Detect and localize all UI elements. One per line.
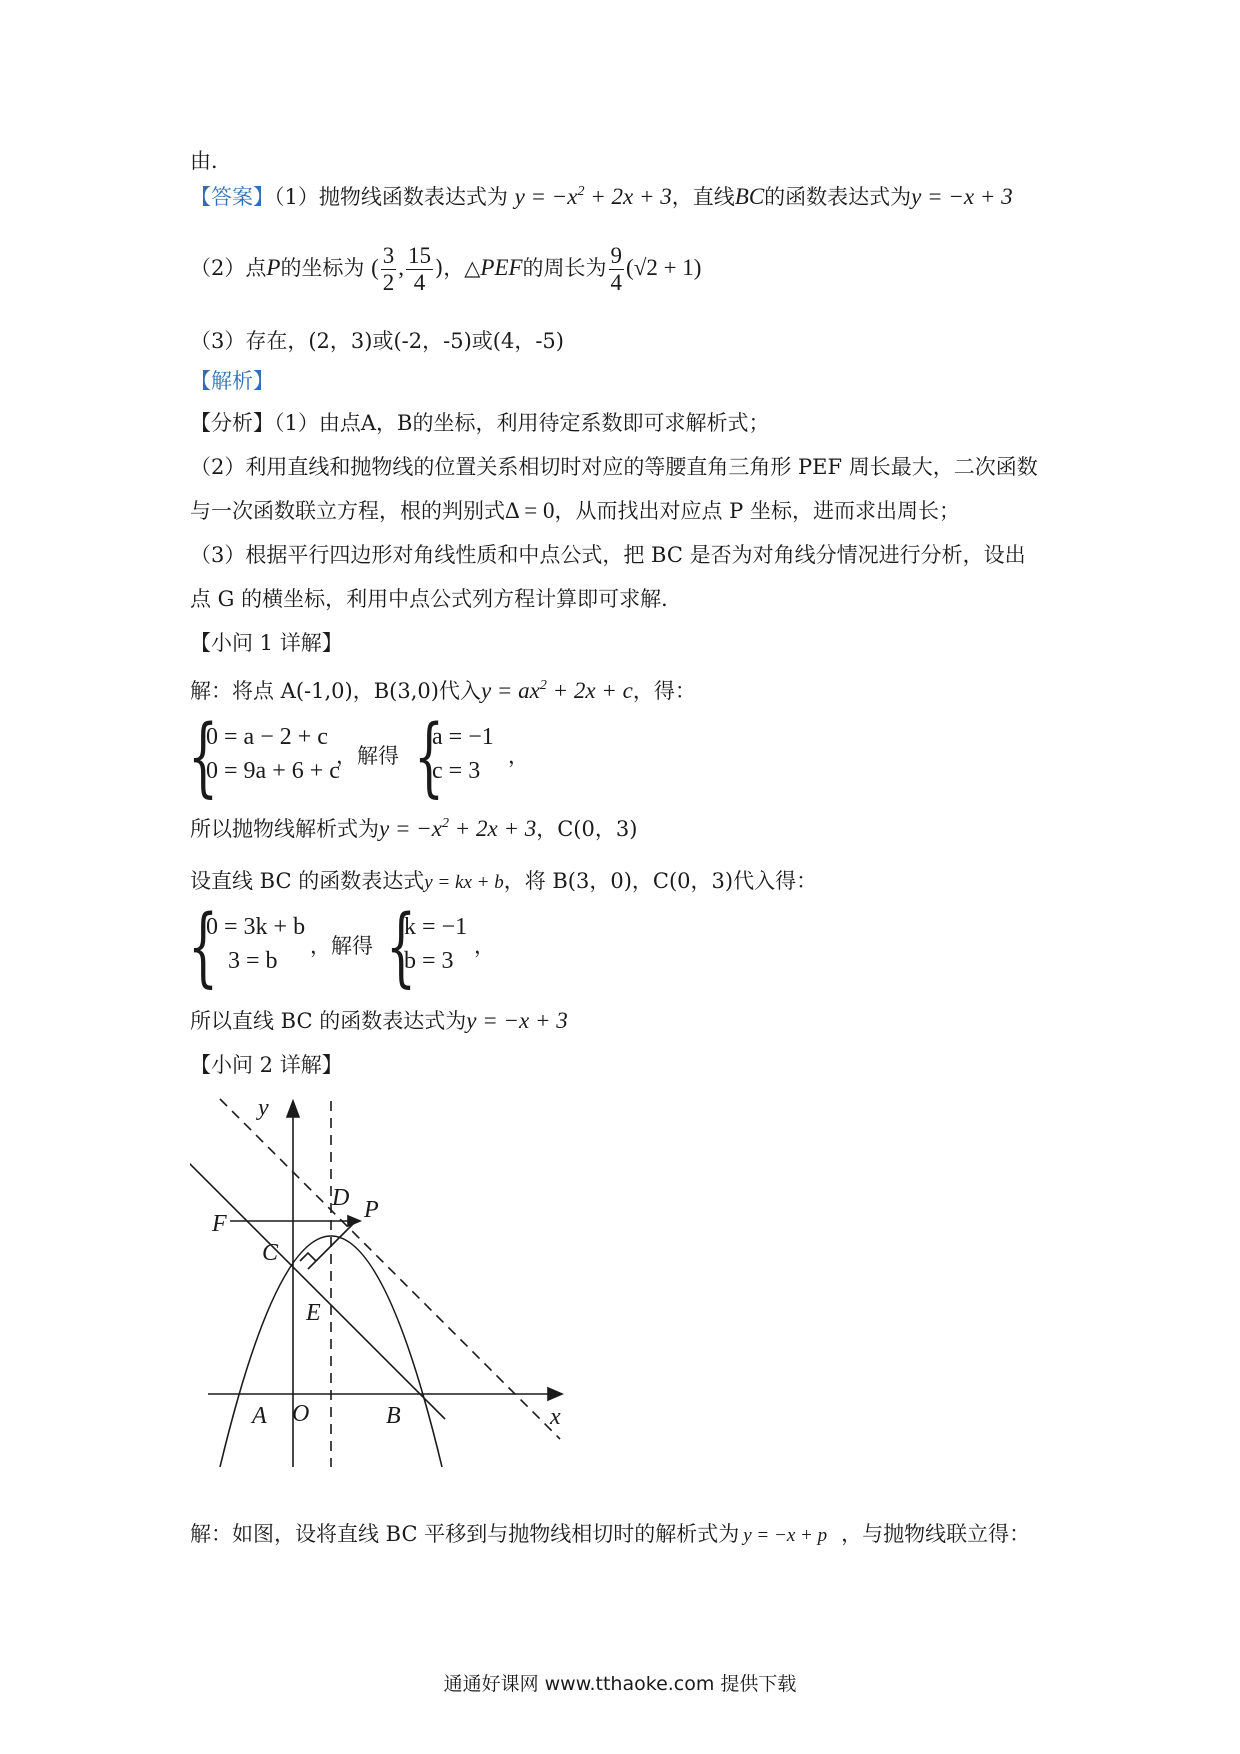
label-o: O xyxy=(292,1401,310,1427)
answer-text: （2）点 xyxy=(190,256,267,280)
subquestion-2-heading: 【小问 2 详解】 xyxy=(190,1053,343,1077)
equation-system-1: 0 = a − 2 + c 0 = 9a + 6 + c xyxy=(206,724,340,784)
continued-text: 由． xyxy=(190,149,232,173)
line-result: 所以直线 BC 的函数表达式为y = −x + 3 xyxy=(190,1008,568,1033)
analysis-point-3a: （3）根据平行四边形对角线性质和中点公式，把 BC 是否为对角线分情况进行分析，设出 xyxy=(190,543,1026,567)
subquestion-1-heading: 【小问 1 详解】 xyxy=(190,631,343,655)
label-x: x xyxy=(550,1404,561,1430)
answer-line-2 xyxy=(190,238,701,298)
left-brace: { xyxy=(188,707,219,807)
analysis-point-3b: 点 G 的横坐标，利用中点公式列方程计算即可求解． xyxy=(190,587,683,611)
label-f: F xyxy=(212,1211,227,1237)
fraction-15-4: $\frac{15}{4}$ xyxy=(408,243,432,295)
answer-text: 的坐标为 xyxy=(280,256,365,280)
trailing-comma: ， xyxy=(508,744,529,768)
label-y: y xyxy=(258,1095,269,1121)
fraction-3-2: $\frac{3}{2}$ xyxy=(382,243,395,295)
left-brace: { xyxy=(414,707,445,807)
tangent-line xyxy=(220,1099,560,1439)
answer-line-1 xyxy=(190,182,1013,212)
paren: ( xyxy=(371,255,379,280)
line-bc xyxy=(190,1162,445,1419)
analysis-point-2b: 与一次函数联立方程，根的判别式Δ = 0，从而找出对应点 P 坐标，进而求出周长； xyxy=(190,498,960,523)
geometry-figure xyxy=(190,1085,590,1470)
line-equation: y = −x + 3 xyxy=(911,184,1013,209)
line-setup: 设直线 BC 的函数表达式y = kx + b，将 B(3，0)，C(0，3)代入得： xyxy=(190,869,818,893)
solution-system-2: k = −1 b = 3 xyxy=(404,914,468,974)
answer-text: 的函数表达式为 xyxy=(764,185,912,209)
label-b: B xyxy=(386,1403,401,1429)
label-p: P xyxy=(364,1197,379,1223)
comma: , xyxy=(398,255,405,280)
answer-tag: 【答案】 xyxy=(190,185,274,209)
answer-line-3: （3）存在，(2，3)或(-2，-5)或(4，-5) xyxy=(190,329,564,353)
trailing-comma: ， xyxy=(474,934,495,958)
segment-perpendicular xyxy=(308,1221,356,1269)
analysis-point-1: 【分析】（1）由点A，B的坐标，利用待定系数即可求解析式； xyxy=(190,411,770,435)
label-d: D xyxy=(332,1185,350,1211)
answer-text: 的周长为 xyxy=(522,256,607,280)
q1-solution-intro: 解：将点 A(-1,0)，B(3,0)代入$y = ax^2 + 2x + c$，得： xyxy=(190,678,696,703)
y-axis-arrow xyxy=(287,1101,299,1117)
analysis-point-2a: （2）利用直线和抛物线的位置关系相切时对应的等腰直角三角形 PEF 周长最大，二次函数 xyxy=(190,455,1038,479)
fraction-9-4: $\frac{9}{4}$ xyxy=(610,243,623,295)
triangle-name: PEF xyxy=(480,255,523,280)
right-angle-mark xyxy=(300,1253,316,1261)
analysis-tag: 【解析】 xyxy=(190,369,274,393)
parabola-result: 所以抛物线解析式为$y = -x^2 + 2x + 3$，C(0，3) xyxy=(190,816,638,841)
label-c: C xyxy=(262,1240,279,1266)
perimeter-factor: (√2 + 1) xyxy=(626,255,702,280)
answer-text: （1）抛物线函数表达式为 xyxy=(274,185,508,209)
line-name: BC xyxy=(734,184,765,209)
solve-word: ，解得 xyxy=(336,744,399,768)
label-e: E xyxy=(306,1300,321,1326)
solution-system-1: a = −1 c = 3 xyxy=(432,724,494,784)
page-footer: 通通好课网 www.tthaoke.com 提供下载 xyxy=(443,1673,797,1695)
solve-word: ，解得 xyxy=(310,934,373,958)
label-a: A xyxy=(252,1403,267,1429)
point-name: P xyxy=(266,255,281,280)
q2-solution-intro: 解：如图，设将直线 BC 平移到与抛物线相切时的解析式为 y = −x + p ，与抛物线联立得： xyxy=(190,1522,1031,1546)
left-brace: { xyxy=(386,897,417,997)
parabola-equation: $y = -x^2 + 2x + 3$ xyxy=(514,184,672,209)
answer-text: )，△ xyxy=(435,256,481,280)
segment-arrow xyxy=(348,1216,360,1226)
answer-text: ，直线 xyxy=(671,185,735,209)
left-brace: { xyxy=(188,897,219,997)
equation-system-2: 0 = 3k + b 3 = b xyxy=(206,914,306,974)
x-axis-arrow xyxy=(548,1388,562,1400)
